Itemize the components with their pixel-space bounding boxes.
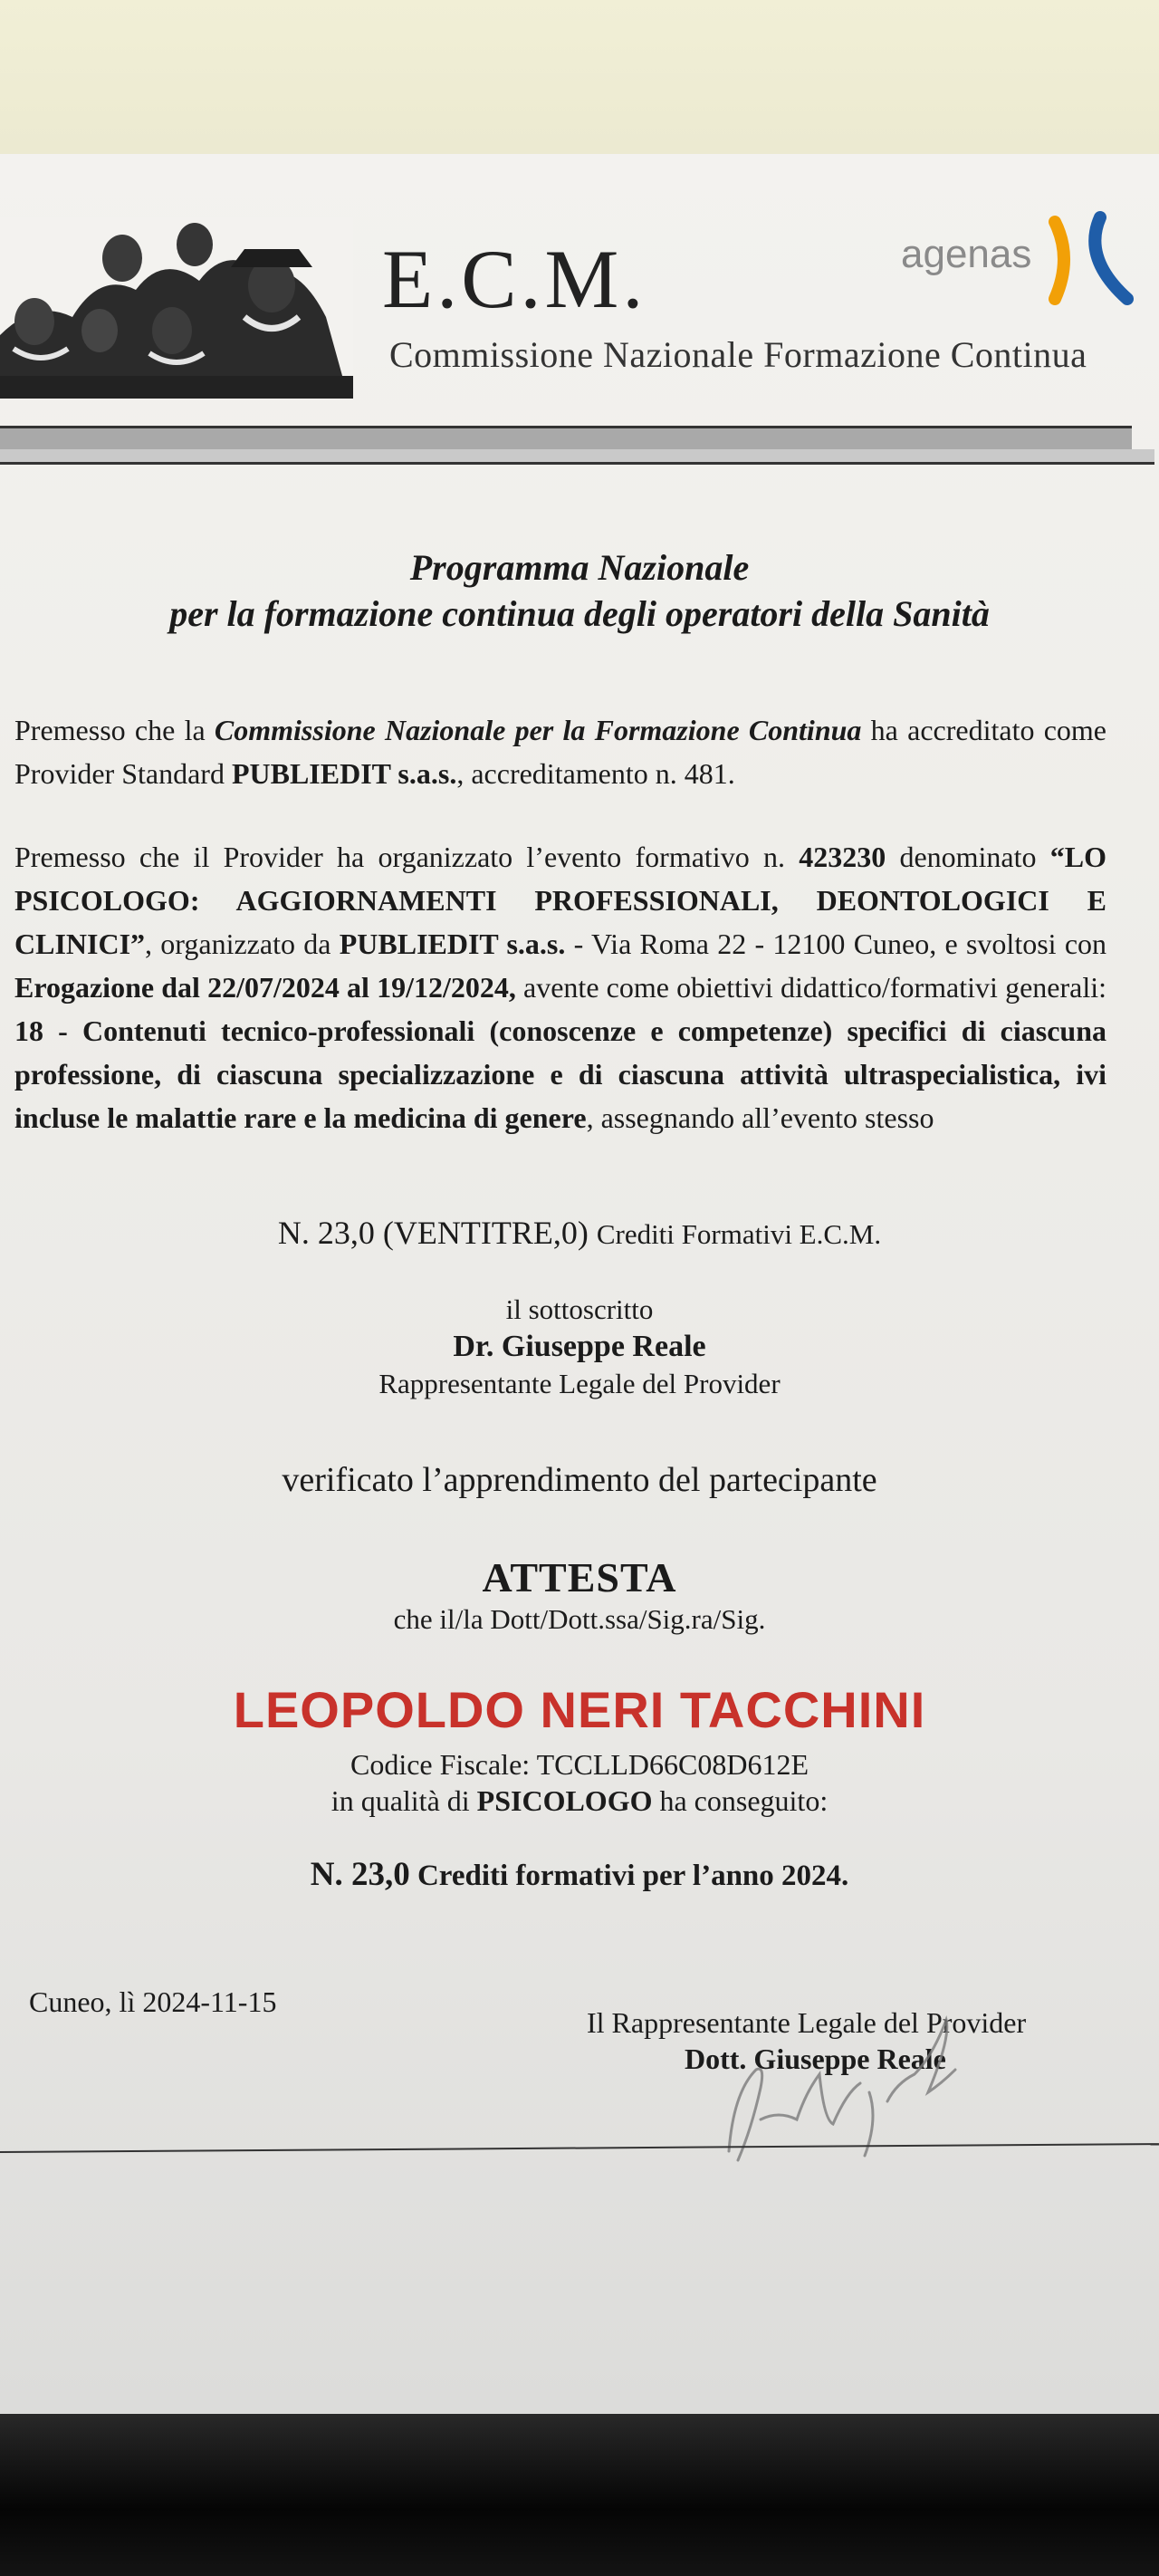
result-text: Crediti formativi per l’anno 2024.: [409, 1860, 849, 1892]
attesta-subtitle: che il/la Dott/Dott.ssa/Sig.ra/Sig.: [393, 1603, 766, 1635]
signature-role: Il Rappresentante Legale del Provider: [587, 2006, 1027, 2039]
fiscal-code: Codice Fiscale: TCCLLD66C08D612E: [350, 1748, 809, 1781]
credits-number: N. 23,0 (VENTITRE,0): [277, 1215, 589, 1251]
credits-label: Crediti Formativi E.C.M.: [596, 1218, 882, 1250]
signatory-intro: il sottoscritto: [505, 1293, 654, 1325]
signatory-role: Rappresentante Legale del Provider: [378, 1368, 781, 1399]
participant-name: LEOPOLDO NERI TACCHINI: [233, 1681, 926, 1738]
para1-text-1: Premesso che la: [14, 714, 215, 746]
result-line: [0, 1855, 1159, 1894]
signature-name: Dott. Giuseppe Reale: [685, 2043, 946, 2075]
para2-text-6: , assegnando all’evento stesso: [586, 1101, 934, 1134]
certificate-page: [0, 154, 1159, 2414]
commission-name: Commissione Nazionale per la Formazione Continua: [214, 714, 862, 746]
quality-prefix: in qualità di: [330, 1784, 477, 1817]
credits-line: [0, 1214, 1159, 1252]
place-date: Cuneo, lì 2024-11-15: [29, 1985, 277, 2018]
event-dates: Erogazione dal 22/07/2024 al 19/12/2024,: [14, 971, 516, 1004]
paragraph-accreditation: [14, 708, 1106, 795]
event-title: “LO PSICOLOGO: AGGIORNAMENTI PROFESSIONALI, DEONTOLOGICI E CLINICI”: [14, 841, 1107, 960]
heading-line-1: Programma Nazionale: [409, 547, 750, 588]
event-number: 423230: [799, 841, 886, 873]
provider-name: PUBLIEDIT s.a.s.: [231, 757, 457, 790]
para2-text-1: Premesso che il Provider ha organizzato l’evento formativo n.: [14, 841, 800, 873]
para2-text-2: denominato: [886, 841, 1050, 873]
paragraph-event: [14, 835, 1106, 1139]
heading-line-2: per la formazione continua degli operatori della Sanità: [169, 593, 990, 634]
verified-text: verificato l’apprendimento del partecipante: [282, 1461, 877, 1499]
header-rule-secondary: [0, 449, 1154, 465]
attesta-heading: ATTESTA: [482, 1554, 677, 1600]
agenas-logo-text: agenas: [901, 232, 1032, 276]
ecm-title: E.C.M.: [382, 233, 647, 325]
header-rule: [0, 426, 1132, 452]
quality-suffix: ha conseguito:: [652, 1784, 829, 1817]
event-objective: 18 - Contenuti tecnico-professionali (conoscenze e competenze) specifici di ciascuna professione, di ciascuna specializzazione e di ciascuna attività ultraspecialistica, ivi incluse le malattie rare e la medicina di genere: [14, 1014, 1106, 1134]
agenas-logo-mark: [1037, 208, 1136, 308]
signatory-name: Dr. Giuseppe Reale: [453, 1330, 706, 1363]
participant-profession: PSICOLOGO: [476, 1784, 653, 1817]
para2-text-3: , organizzato da: [145, 928, 340, 960]
para1-text-2: ha accreditato come Provider Standard: [14, 714, 1106, 790]
para1-text-3: , accreditamento n. 481.: [456, 757, 735, 790]
header-engraving-image: [0, 217, 353, 399]
event-provider: PUBLIEDIT s.a.s.: [339, 928, 566, 960]
para2-text-4: - Via Roma 22 - 12100 Cuneo, e svoltosi con: [565, 928, 1107, 960]
ecm-subtitle: Commissione Nazionale Formazione Continua: [389, 334, 1087, 375]
participant-quality: [0, 1784, 1159, 1818]
result-number: N. 23,0: [310, 1856, 410, 1893]
para2-text-5: avente come obiettivi didattico/formativi generali:: [515, 971, 1107, 1004]
background-bottom: [0, 2409, 1159, 2576]
